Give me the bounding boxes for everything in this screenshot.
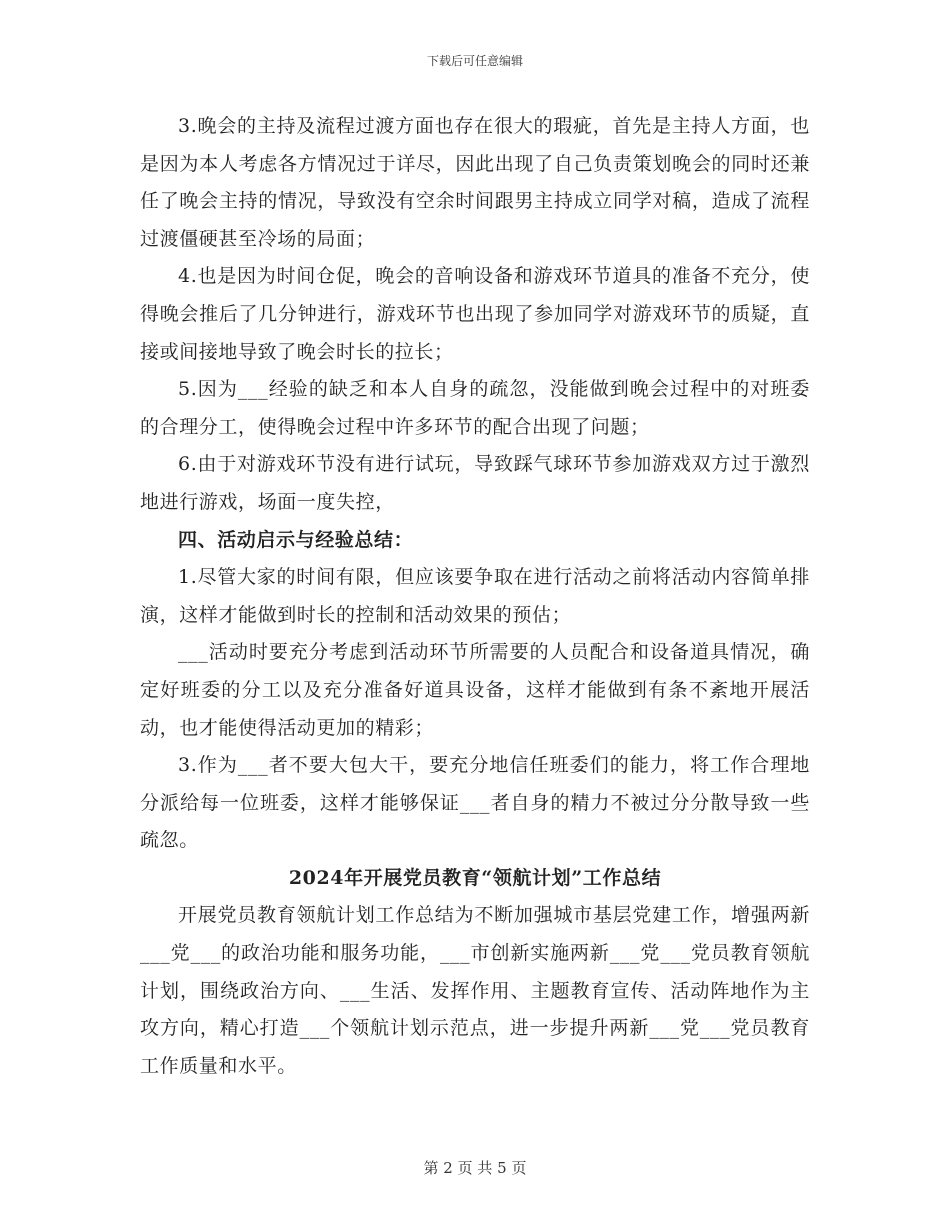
paragraph-lesson-3: 3.作为___者不要大包大干，要充分地信任班委们的能力，将工作合理地分派给每一位班委，这样才能够保证___者自身的精力不被过分分散导致一些疏忽。 (140, 754, 810, 852)
paragraph-item-4: 4.也是因为时间仓促，晚会的音响设备和游戏环节道具的准备不充分，使得晚会推后了几分钟进行，游戏环节也出现了参加同学对游戏环节的质疑，直接或间接地导致了晚会时长的拉长； (140, 265, 810, 363)
document-body (140, 108, 810, 1085)
section-heading: 四、活动启示与经验总结： (178, 528, 414, 551)
page-footer: 第 2 页 共 5 页 (423, 1159, 527, 1177)
paragraph-lesson-2: ___活动时要充分考虑到活动环节所需要的人员配合和设备道具情况，确定好班委的分工以及充分准备好道具设备，这样才能做到有条不紊地开展活动，也才能使得活动更加的精彩； (140, 641, 810, 739)
document-title: 2024年开展党员教育“领航计划”工作总结 (288, 866, 662, 889)
paragraph-item-5: 5.因为___经验的缺乏和本人自身的疏忽，没能做到晚会过程中的对班委的合理分工，使得晚会过程中许多环节的配合出现了问题； (140, 378, 810, 438)
paragraph-item-3: 3.晚会的主持及流程过渡方面也存在很大的瑕疵，首先是主持人方面，也是因为本人考虑各方情况过于详尽，因此出现了自己负责策划晚会的同时还兼任了晚会主持的情况，导致没有空余时间跟男主持成立同学对稿，造成了流程过渡僵硬甚至冷场的局面； (140, 115, 810, 250)
paragraph-item-6: 6.由于对游戏环节没有进行试玩，导致踩气球环节参加游戏双方过于激烈地进行游戏，场面一度失控， (140, 453, 810, 513)
paragraph-lesson-1: 1.尽管大家的时间有限，但应该要争取在进行活动之前将活动内容简单排演，这样才能做到时长的控制和活动效果的预估； (140, 566, 810, 626)
page-header: 下载后可任意编辑 (426, 54, 523, 68)
paragraph-intro: 开展党员教育领航计划工作总结为不断加强城市基层党建工作，增强两新___党___的政治功能和服务功能，___市创新实施两新___党___党员教育领航计划，围绕政治方向、___生活、发挥作用、主题教育宣传、活动阵地作为主攻方向，精心打造___个领航计划示范点，进一步提升两新___党___党员教育工作质量和水平。 (140, 904, 810, 1077)
